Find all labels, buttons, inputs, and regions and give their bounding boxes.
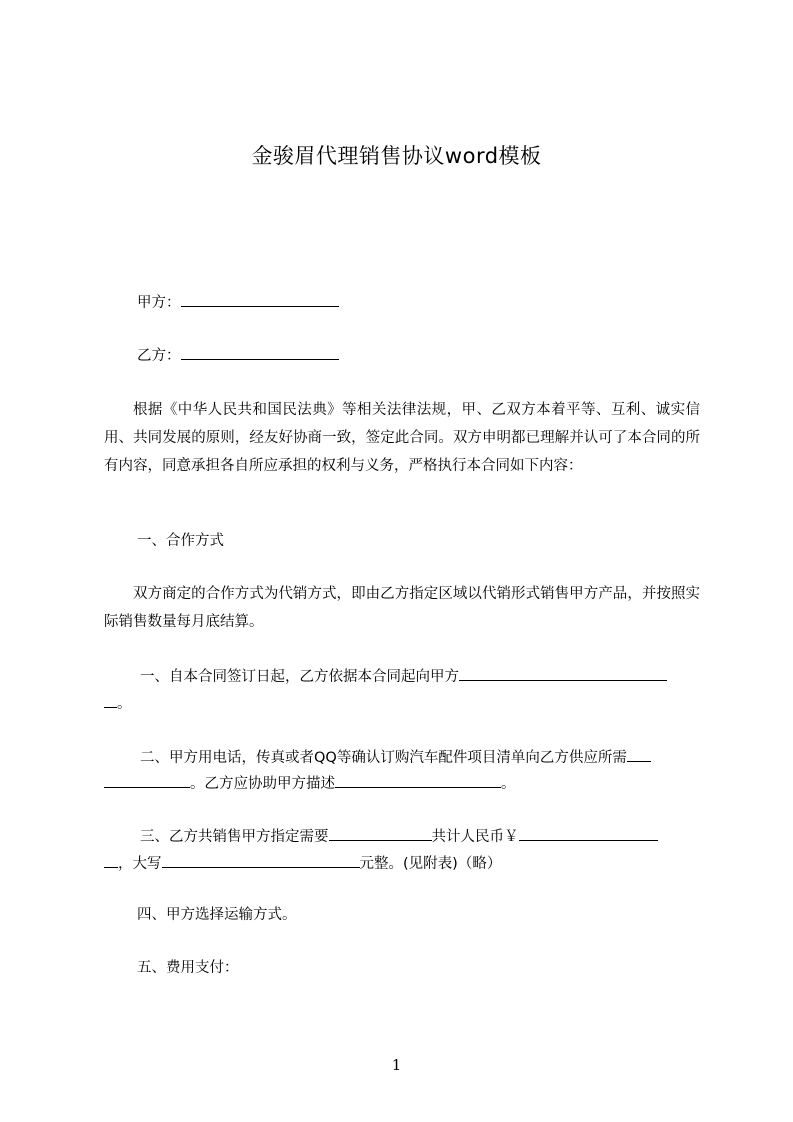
document-title: 金骏眉代理销售协议word模板: [251, 144, 542, 168]
clause3-text-b: 共计人民币￥: [431, 829, 519, 845]
party-b-blank[interactable]: [181, 344, 339, 360]
clause2-text-b: 。乙方应协助甲方描述: [190, 776, 335, 792]
clause3-line1: [140, 825, 658, 847]
section1-heading: 一、合作方式: [137, 533, 224, 549]
clause2-line1: [140, 746, 651, 768]
clause1-line1: [140, 665, 667, 687]
intro-paragraph: 根据《中华人民共和国民法典》等相关法律法规，甲、乙双方本着平等、互利、诚实信用、共同发展的原则，经友好协商一致，签定此合同。双方申明都已理解并认可了本合同的所有内容，同意承担各自所应承担的权利与义务，严格执行本合同如下内容：: [104, 402, 700, 474]
clause4-line: 四、甲方选择运输方式。: [137, 907, 297, 923]
party-a-line: [137, 291, 339, 313]
party-a-blank[interactable]: [181, 291, 339, 307]
clause3-blank-c[interactable]: [104, 852, 118, 868]
party-b-line: [137, 344, 339, 366]
clause1-end: 。: [117, 696, 132, 712]
clause3-text-d: 元整。(见附表)（略）: [359, 856, 502, 872]
clause3-text-c: ，大写: [118, 856, 162, 872]
page-number: 1: [391, 1056, 402, 1074]
section1-paragraph: 双方商定的合作方式为代销方式，即由乙方指定区域以代销形式销售甲方产品，并按照实际销售数量每月底结算。: [104, 586, 700, 630]
clause2-blank-a[interactable]: [627, 746, 651, 762]
clause3-text-a: 三、乙方共销售甲方指定需要: [140, 829, 329, 845]
clause1-text: 一、自本合同签订日起，乙方依据本合同起向甲方: [140, 669, 459, 685]
clause3-line2: [104, 852, 501, 874]
clause3-blank-a[interactable]: [329, 825, 432, 841]
clause3-blank-b[interactable]: [519, 825, 658, 841]
clause5-line: 五、费用支付：: [137, 960, 239, 976]
party-a-label: 甲方：: [137, 295, 181, 311]
clause2-blank-b[interactable]: [104, 772, 190, 788]
clause2-text-a: 二、甲方用电话，传真或者QQ等确认订购汽车配件项目清单向乙方供应所需: [140, 750, 627, 766]
clause1-line2: [104, 692, 132, 714]
clause1-blank-b[interactable]: [104, 692, 117, 708]
party-b-label: 乙方：: [137, 348, 181, 364]
clause2-line2: [104, 772, 516, 794]
clause3-blank-d[interactable]: [162, 852, 360, 868]
clause1-blank-a[interactable]: [459, 665, 667, 681]
clause2-end: 。: [501, 776, 516, 792]
clause2-blank-c[interactable]: [335, 772, 501, 788]
